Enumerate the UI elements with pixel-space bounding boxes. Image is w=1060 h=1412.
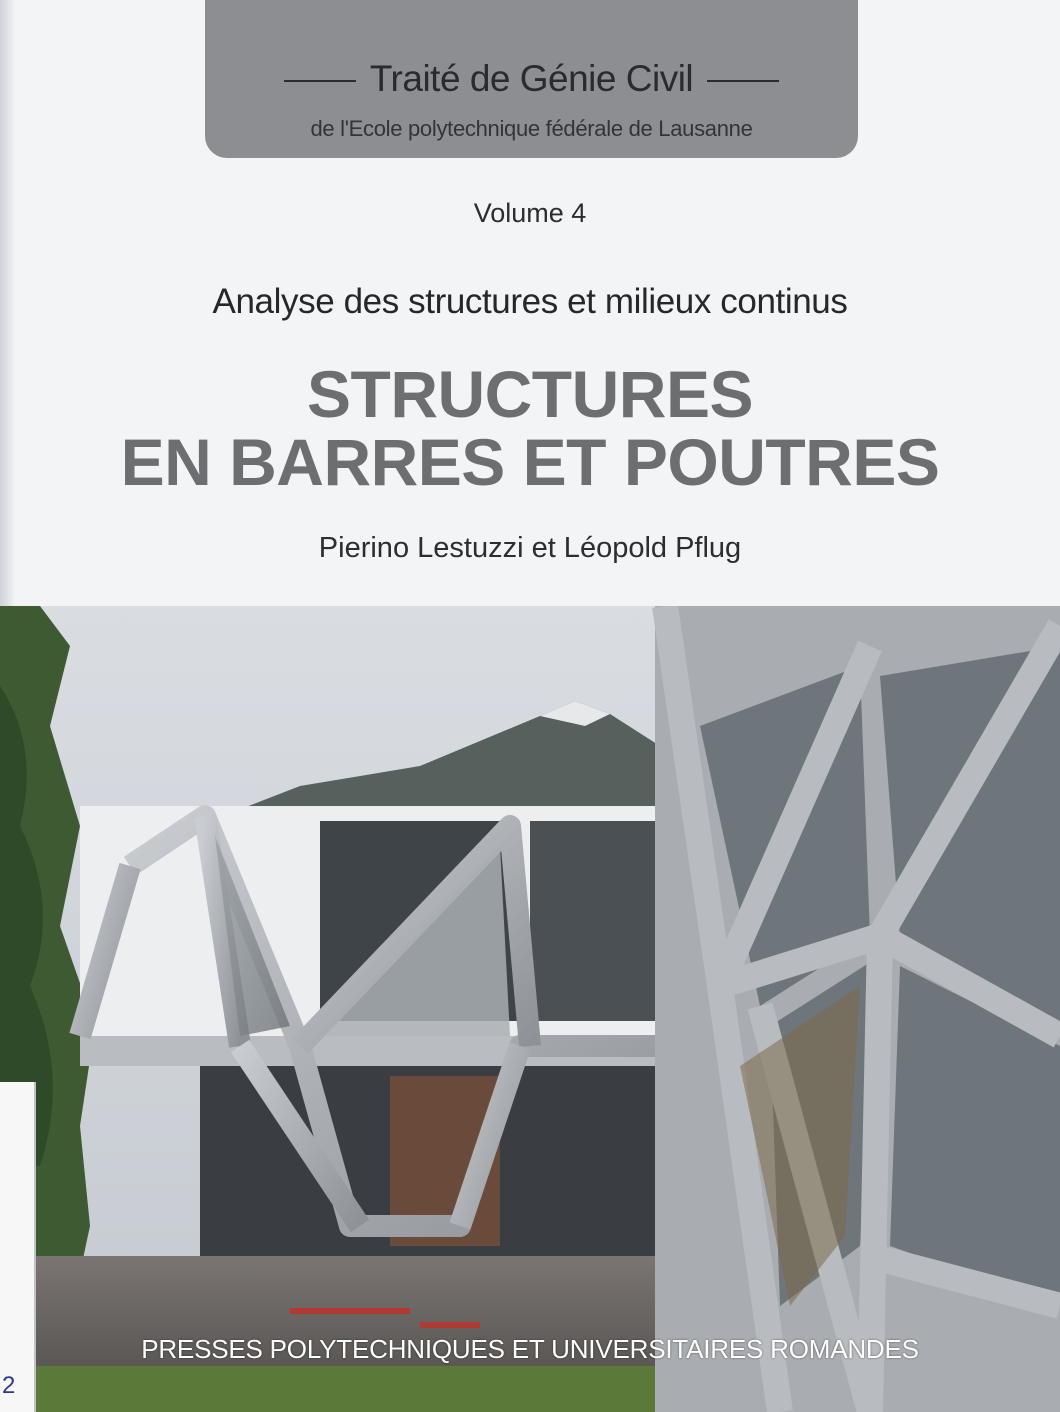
book-title-line-1: STRUCTURES	[306, 357, 753, 431]
book-authors: Pierino Lestuzzi et Léopold Pflug	[318, 532, 742, 564]
volume-number: Volume 4	[473, 198, 587, 228]
cover-photo-illustration	[0, 606, 1060, 1412]
book-subtitle: Analyse des structures et milieux continus	[212, 282, 848, 321]
series-band	[205, 0, 858, 158]
book-title	[0, 357, 1060, 499]
series-subtitle: de l'Ecole polytechnique fédérale de Lausanne	[310, 116, 753, 141]
library-label-mark: 2	[2, 1372, 16, 1399]
series-title	[205, 58, 858, 100]
title-rule-left	[284, 80, 356, 82]
publisher-name: PRESSES POLYTECHNIQUES ET UNIVERSITAIRES ROMANDES	[141, 1334, 919, 1364]
title-rule-right	[707, 80, 779, 82]
series-title-text: Traité de Génie Civil	[369, 58, 694, 99]
book-title-line-2: EN BARRES ET POUTRES	[120, 425, 940, 499]
cover-photo	[0, 606, 1060, 1412]
library-label	[0, 1082, 36, 1412]
